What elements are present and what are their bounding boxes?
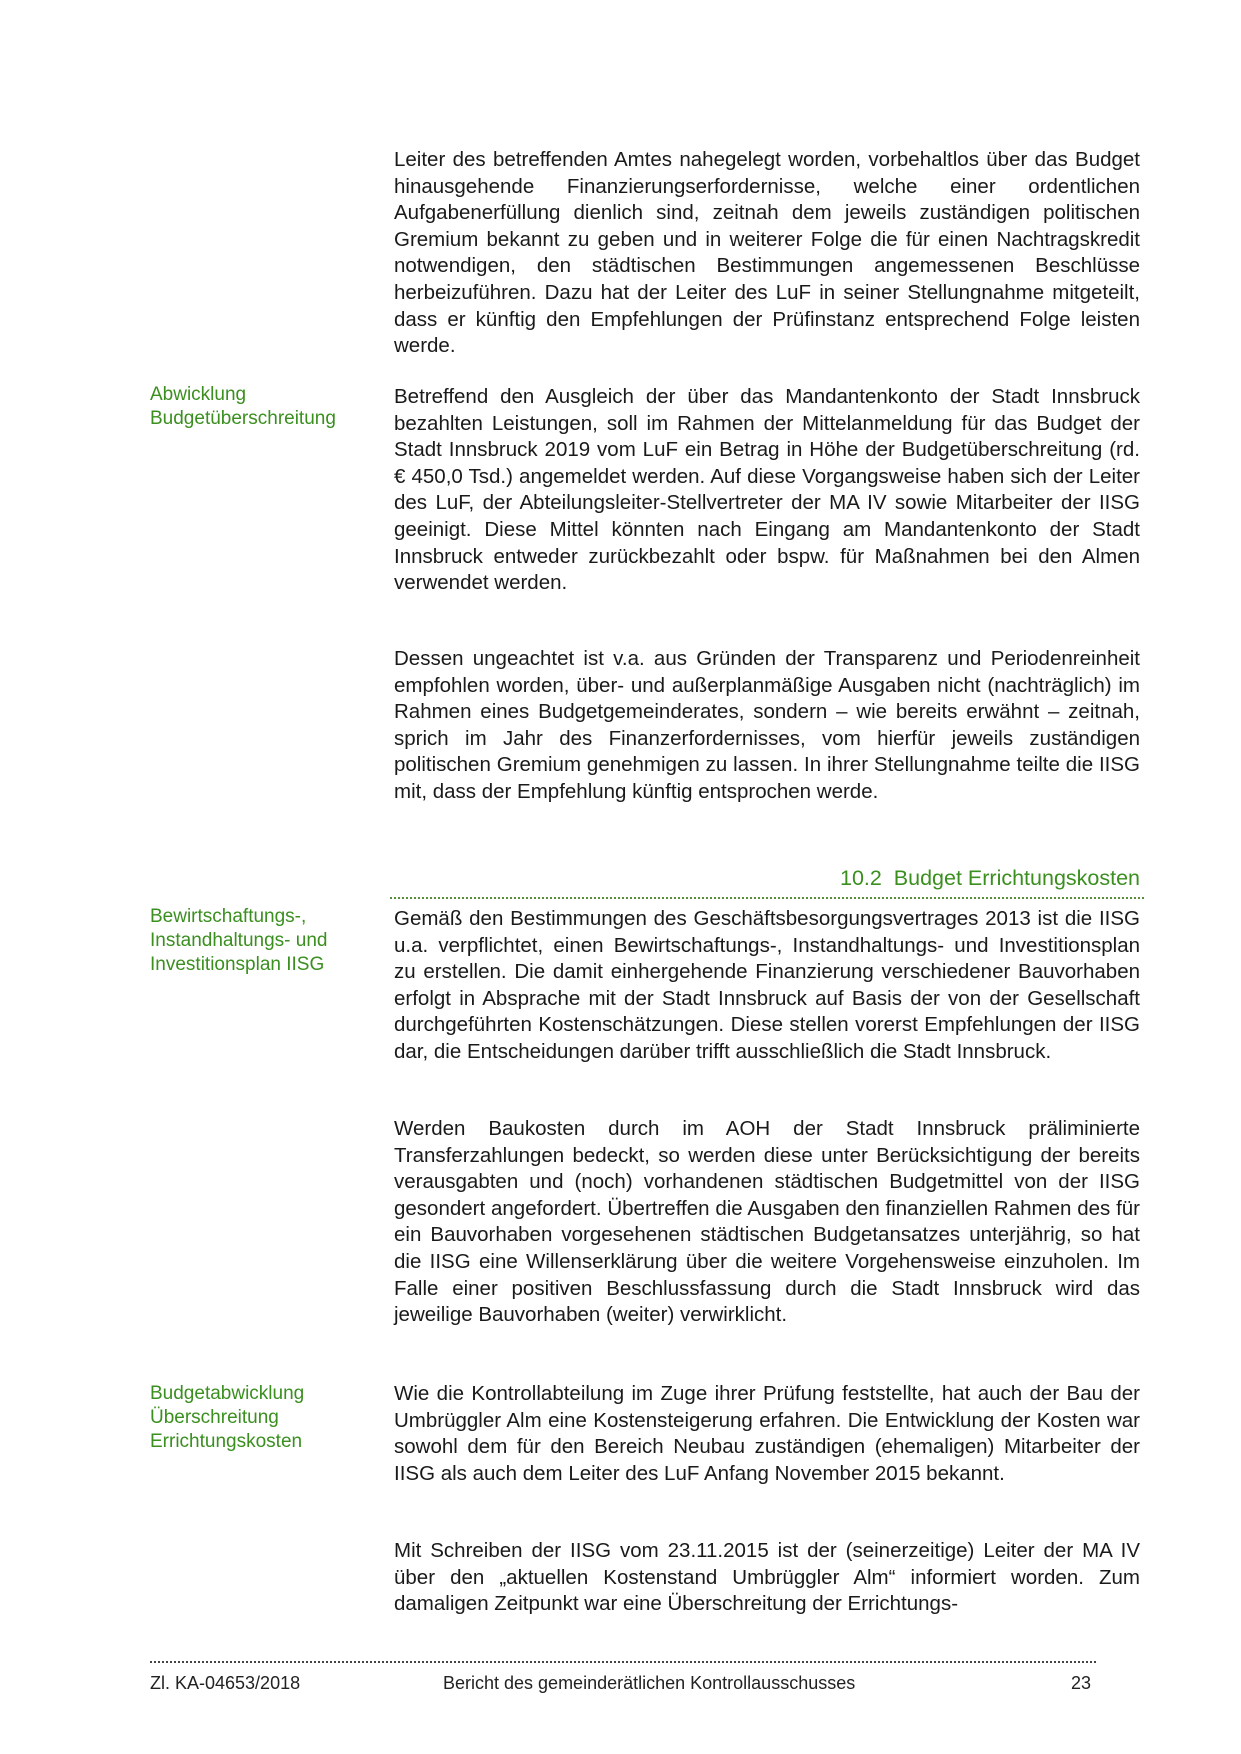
margin-note-line: Instandhaltungs- und [150, 930, 328, 951]
footer-report-title: Bericht des gemeinderätlichen Kontrollausschusses [443, 1673, 856, 1693]
margin-note-line: Überschreitung [150, 1407, 279, 1428]
section-divider [390, 897, 1144, 899]
margin-note-line: Abwicklung [150, 384, 247, 405]
paragraph-management-contract: Gemäß den Bestimmungen des Geschäftsbesorgungsvertrages 2013 ist die IISG u.a. verpflichtet, einen Bewirtschaftungs-, Instandhaltungs- und Investitionsplan zu erstellen. Die damit einhergehende Finanzierung verschiedener Bauvorhaben erfolgt in Absprache mit der Stadt Innsbruck auf Basis der von der Gesellschaft durchgeführten Kostenschätzungen. Diese stellen vorerst Empfehlungen der IISG dar, die Entscheidungen darüber trifft ausschließlich die Stadt Innsbruck. [394, 907, 1140, 1063]
margin-note-construction-overrun [150, 1382, 370, 1454]
footer-reference: Zl. KA-04653/2018 [150, 1673, 301, 1693]
margin-note-line: Bewirtschaftungs-, [150, 906, 307, 927]
section-heading [394, 864, 1140, 892]
margin-note-investment-plan [150, 905, 370, 977]
margin-note-budget-overrun [150, 383, 370, 431]
margin-note-line: Errichtungskosten [150, 1431, 303, 1452]
footer-divider [150, 1661, 1096, 1663]
paragraph-cost-increase: Wie die Kontrollabteilung im Zuge ihrer Prüfung feststellte, hat auch der Bau der Umbrüggler Alm eine Kostensteigerung erfahren. Die Entwicklung der Kosten war sowohl dem für den Bereich Neubau zuständigen (ehemaligen) Mitarbeiter der IISG als auch dem Leiter des LuF Anfang November 2015 bekannt. [394, 1382, 1140, 1485]
paragraph-intro-continuation: Leiter des betreffenden Amtes nahegelegt worden, vorbehaltlos über das Budget hinausgehende Finanzierungserfordernisse, welche einer ordentlichen Aufgabenerfüllung dienlich sind, zeitnah dem jeweils zuständigen politischen Gremium bekannt zu geben und in weiterer Folge die für einen Nachtragskredit notwendigen, den städtischen Bestimmungen angemessenen Beschlüsse herbeizuführen. Dazu hat der Leiter des LuF in seiner Stellungnahme mitgeteilt, dass er künftig den Empfehlungen der Prüfinstanz entsprechend Folge leisten werde. [394, 148, 1140, 358]
margin-note-line: Budgetabwicklung [150, 1383, 305, 1404]
section-number: 10.2 [839, 866, 882, 890]
margin-note-line: Investitionsplan IISG [150, 954, 325, 975]
section-title: Budget Errichtungskosten [893, 866, 1140, 890]
paragraph-letter-iisg: Mit Schreiben der IISG vom 23.11.2015 ist der (seinerzeitige) Leiter der MA IV über den „aktuellen Kostenstand Umbrüggler Alm“ informiert worden. Zum damaligen Zeitpunkt war eine Überschreitung der Errichtungs- [394, 1539, 1140, 1616]
page-number: 23 [1071, 1673, 1092, 1693]
paragraph-transparency: Dessen ungeachtet ist v.a. aus Gründen der Transparenz und Periodenreinheit empfohlen worden, über- und außerplanmäßige Ausgaben nicht (nachträglich) im Rahmen eines Budgetgemeinderates, sondern – wie bereits erwähnt – zeitnah, sprich im Jahr des Finanzerfordernisses, vom hierfür jeweils zuständigen politischen Gremium genehmigen zu lassen. In ihrer Stellungnahme teilte die IISG mit, dass der Empfehlung künftig entsprochen werde. [394, 647, 1140, 803]
paragraph-construction-costs: Werden Baukosten durch im AOH der Stadt Innsbruck präliminierte Transferzahlungen bedeckt, so werden diese unter Berücksichtigung der bereits verausgabten und (noch) vorhandenen städtischen Budgetmittel von der IISG gesondert angefordert. Übertreffen die Ausgaben den finanziellen Rahmen des für ein Bauvorhaben vorgesehenen städtischen Budgetansatzes unterjährig, so hat die IISG eine Willenserklärung über die weitere Vorgehensweise einzuholen. Im Falle einer positiven Beschlussfassung durch die Stadt Innsbruck wird das jeweilige Bauvorhaben (weiter) verwirklicht. [394, 1117, 1140, 1327]
paragraph-budget-settlement: Betreffend den Ausgleich der über das Mandantenkonto der Stadt Innsbruck bezahlten Leistungen, soll im Rahmen der Mittelanmeldung für das Budget der Stadt Innsbruck 2019 vom LuF ein Betrag in Höhe der Budgetüberschreitung (rd. € 450,0 Tsd.) angemeldet werden. Auf diese Vorgangsweise haben sich der Leiter des LuF, der Abteilungsleiter-Stellvertreter der MA IV sowie Mitarbeiter der IISG geeinigt. Diese Mittel könnten nach Eingang am Mandantenkonto der Stadt Innsbruck entweder zurückbezahlt oder bspw. für Maßnahmen bei den Almen verwendet werden. [394, 385, 1140, 595]
margin-note-line: Budgetüberschreitung [150, 408, 336, 429]
